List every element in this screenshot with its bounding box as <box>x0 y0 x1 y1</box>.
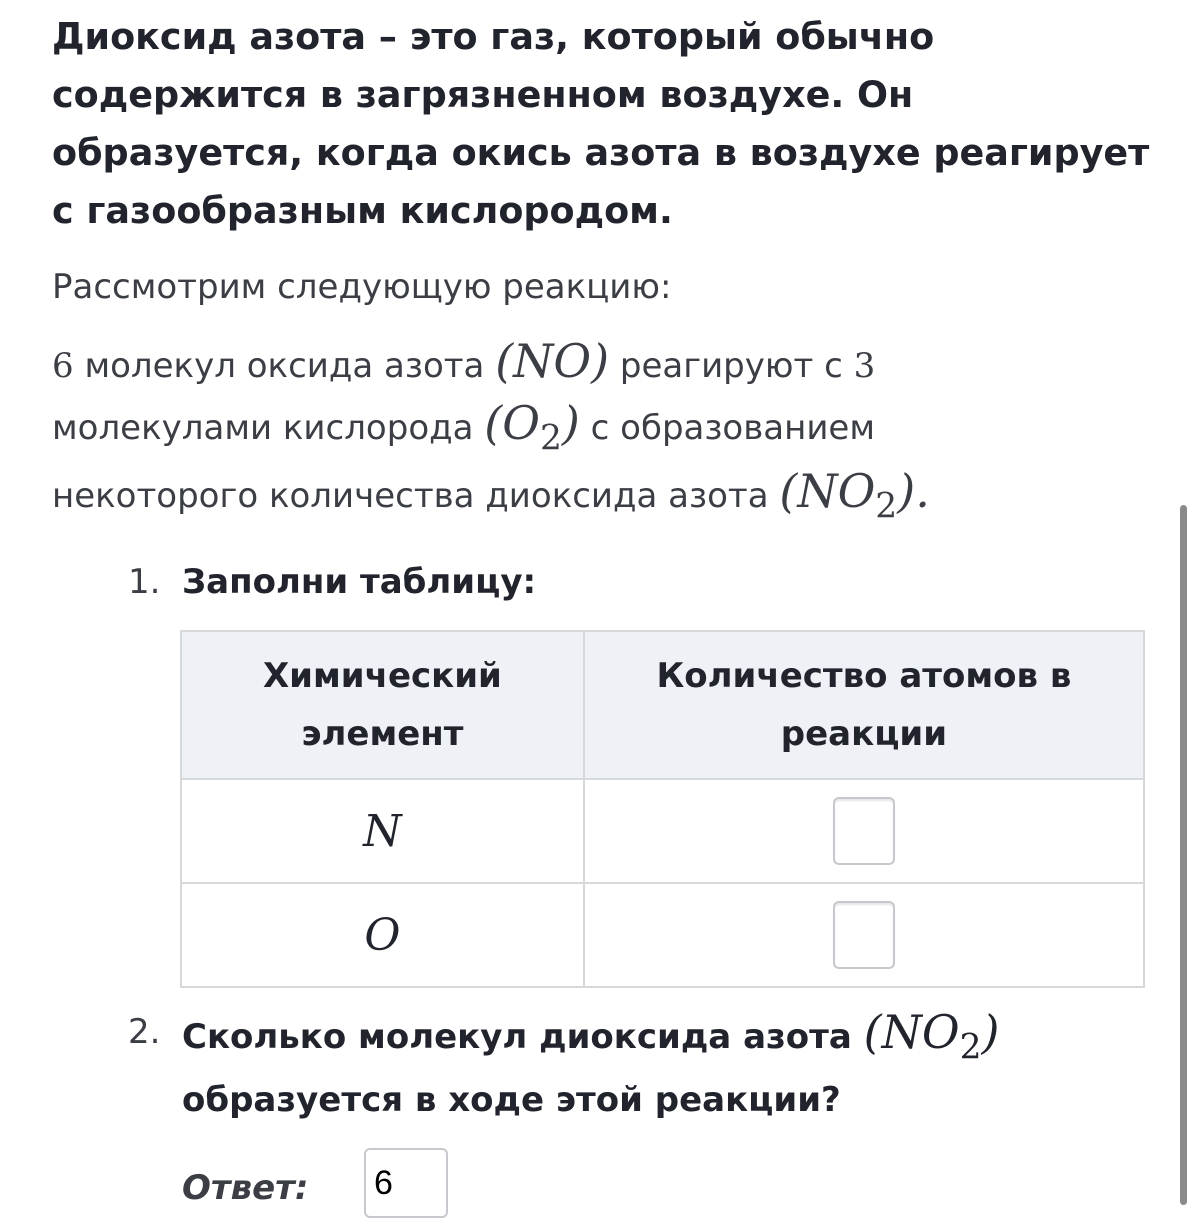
task-2-subscript: 2 <box>959 1027 982 1068</box>
task-2-question-line-2: образуется в ходе этой реакции? <box>182 1080 841 1120</box>
no2-subscript: 2 <box>875 486 898 527</box>
consider-text: Рассмотрим следующую реакцию: <box>52 267 672 307</box>
task-1-text: Заполни таблицу: <box>182 562 537 602</box>
paren: $(NO_2)$ <box>779 464 916 527</box>
task-2-text-a: Сколько молекул диоксида азота <box>182 1017 864 1057</box>
paren: $(O_2)$ <box>484 396 580 459</box>
task-2-formula: NO <box>881 1005 960 1059</box>
scrollbar[interactable] <box>1180 505 1187 1205</box>
header-atom-count: Количество атомов в реакции <box>584 631 1144 779</box>
element-n: N <box>363 805 402 857</box>
reaction-text-1: молекул оксида азота <box>73 346 496 386</box>
task-2-number: 2. <box>128 1012 161 1052</box>
table-row <box>181 883 1144 987</box>
reaction-line-2 <box>52 392 1162 459</box>
o2-subscript: 2 <box>539 418 562 459</box>
task-2-question-line-1 <box>182 1005 1000 1071</box>
element-o: O <box>364 909 401 961</box>
answer-label: Ответ: <box>182 1168 309 1208</box>
table-row <box>181 779 1144 883</box>
reaction-description <box>52 330 1162 527</box>
reaction-text-5: некоторого количества диоксида азота <box>52 476 780 516</box>
no-formula: NO <box>513 334 592 388</box>
no-count: 6 <box>52 346 74 386</box>
n-count-input[interactable] <box>833 797 895 865</box>
header-element: Химический элемент <box>181 631 584 779</box>
element-cell <box>181 779 584 883</box>
no2-formula: NO <box>797 464 876 518</box>
o2-formula: O <box>502 396 540 450</box>
reaction-text-2: реагируют с <box>609 346 854 386</box>
table-header-row <box>181 631 1144 779</box>
intro-paragraph: Диоксид азота – это газ, который обычно содержится в загрязненном воздухе. Он образуется, когда окись азота в воздухе реагирует с газообразным кислородом. <box>52 15 1150 232</box>
reaction-text-3: молекулами кислорода <box>52 408 485 448</box>
paren: (NO) <box>495 334 610 388</box>
count-cell <box>584 883 1144 987</box>
paren: $(NO_2)$ <box>863 1005 1000 1068</box>
reaction-line-3 <box>52 460 1162 527</box>
o-count-input[interactable] <box>833 901 895 969</box>
reaction-text-4: с образованием <box>579 408 876 448</box>
period: . <box>915 464 930 518</box>
answer-input[interactable]: 6 <box>364 1148 448 1218</box>
o2-count: 3 <box>853 346 876 386</box>
atoms-table <box>180 630 1145 988</box>
reaction-line-1 <box>52 330 1162 392</box>
task-1-number: 1. <box>128 562 161 602</box>
count-cell <box>584 779 1144 883</box>
element-cell <box>181 883 584 987</box>
